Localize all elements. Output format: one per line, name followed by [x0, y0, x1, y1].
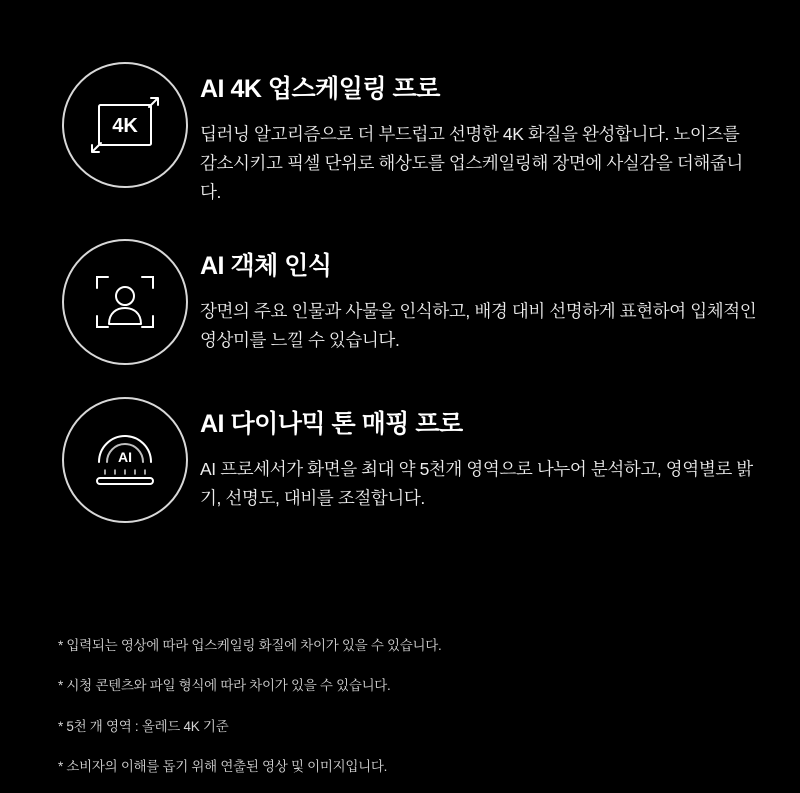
feature-description: AI 프로세서가 화면을 최대 약 5천개 영역으로 나누어 분석하고, 영역별로 밝기, 선명도, 대비를 조절합니다.: [200, 458, 753, 508]
feature-description: 딥러닝 알고리즘으로 더 부드럽고 선명한 4K 화질을 완성합니다. 노이즈를 감소시키고 픽셀 단위로 해상도를 업스케일링해 장면에 사실감을 더해줍니다.: [200, 124, 743, 202]
feature-text-block: [188, 233, 760, 355]
feature-description: 장면의 주요 인물과 사물을 인식하고, 배경 대비 선명하게 표현하여 입체적인 영상미를 느낄 수 있습니다.: [200, 300, 757, 350]
object-recognition-icon: [62, 239, 188, 365]
feature-item-tone-mapping: [0, 391, 800, 523]
svg-text:4K: 4K: [112, 115, 138, 137]
dynamic-tone-mapping-icon: [62, 397, 188, 523]
feature-text-block: [188, 391, 760, 513]
feature-item-object-recognition: [0, 233, 800, 365]
feature-title: AI 객체 인식: [200, 251, 332, 280]
feature-title: AI 다이나믹 톤 매핑 프로: [200, 409, 463, 438]
svg-text:AI: AI: [118, 448, 132, 465]
footnote-item: * 5천 개 영역 : 올레드 4K 기준: [58, 718, 229, 734]
footnotes: [0, 636, 800, 793]
feature-item-upscaling: [0, 56, 800, 207]
feature-title: AI 4K 업스케일링 프로: [200, 75, 440, 103]
footnote-item: * 소비자의 이해를 돕기 위해 연출된 영상 및 이미지입니다.: [58, 758, 388, 774]
feature-text-block: [188, 56, 760, 207]
footnote-item: * 입력되는 영상에 따라 업스케일링 화질에 차이가 있을 수 있습니다.: [58, 638, 442, 653]
4k-upscaling-icon: [62, 62, 188, 188]
footnote-item: * 시청 콘텐츠와 파일 형식에 따라 차이가 있을 수 있습니다.: [58, 678, 391, 694]
